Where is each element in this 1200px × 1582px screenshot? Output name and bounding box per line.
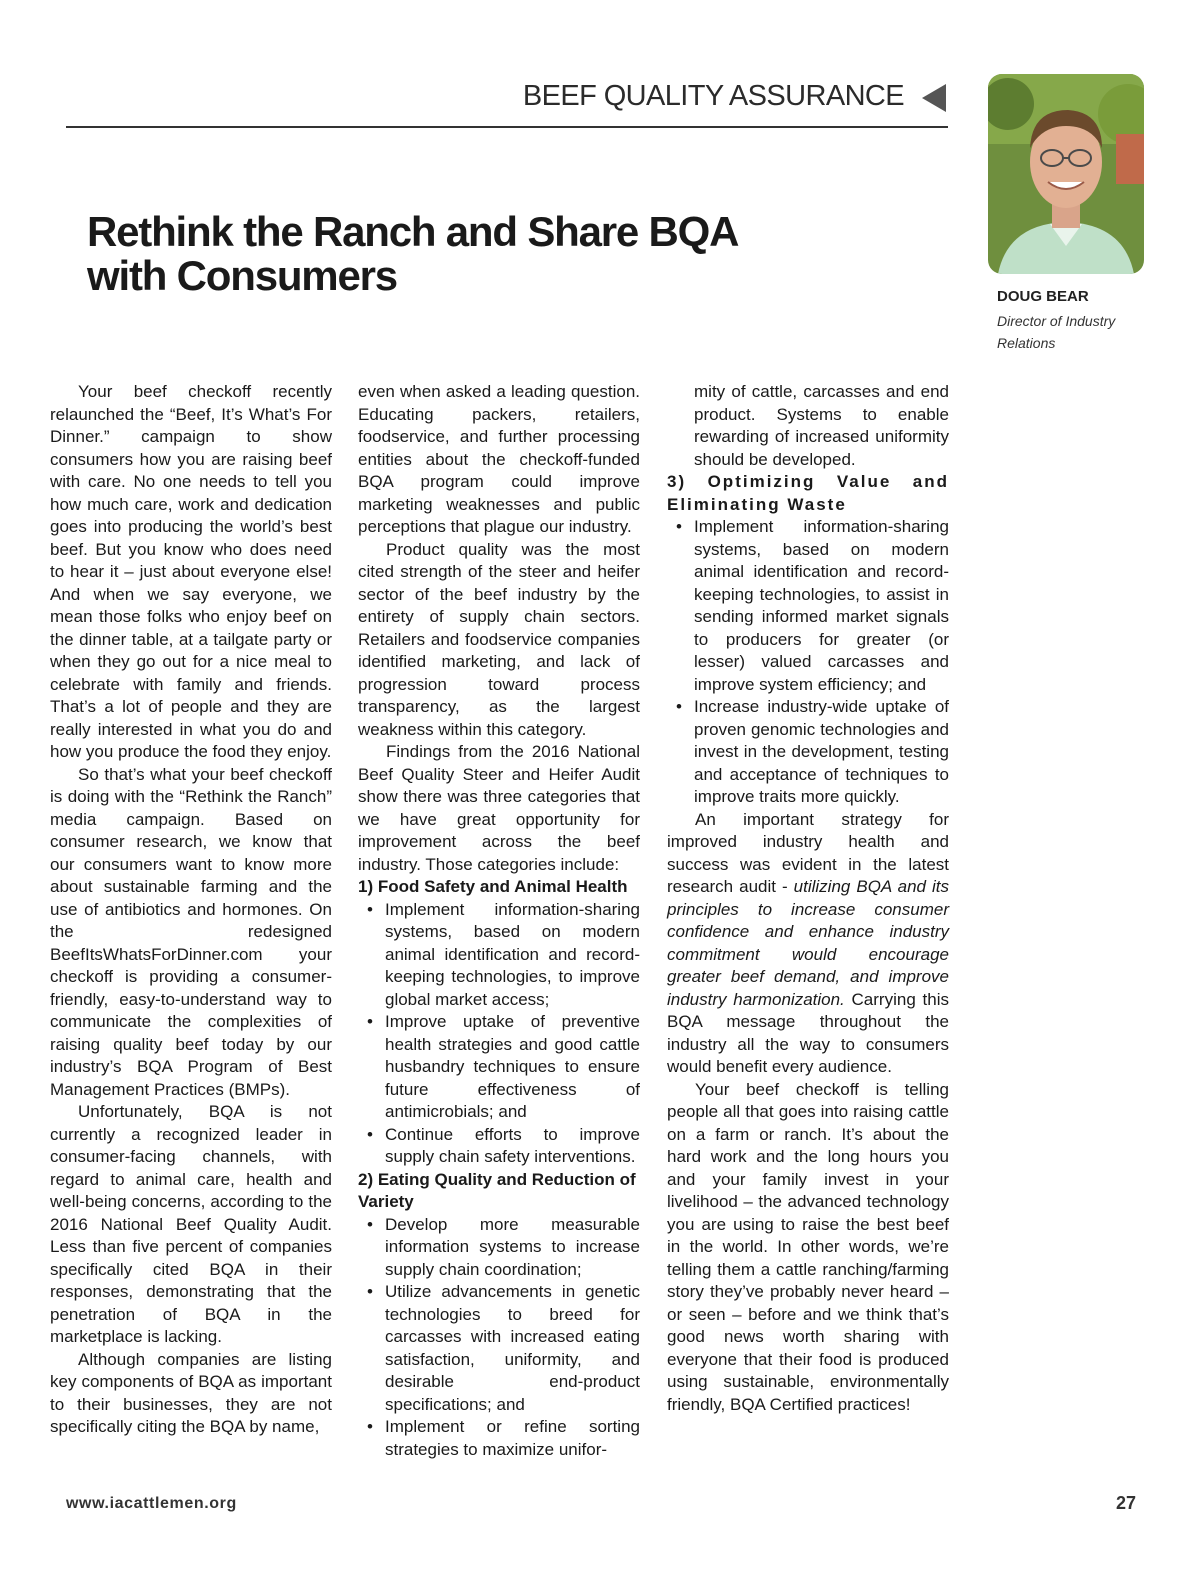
list-item: • Implement information-sharing systems, based on modern animal identification and record-keeping technologies, to improve global market access; [358,899,640,1012]
section-arrow-icon [922,84,946,112]
paragraph: Product quality was the most cited strength of the steer and heifer sector of the beef industry by the entirety of supply chain sectors. Retailers and foodservice companies identified marketing, and lack of progression toward process transparency, as the largest weakness within this category. [358,539,640,739]
bullet-list [358,1214,640,1462]
text-run: Carrying this BQA message throughout the industry all the way to consumers would benefit every audience. [667,989,949,1076]
paragraph: Your beef checkoff recently relaunched the “Beef, It’s What’s For Dinner.” campaign to show consumers how you are raising beef with care. No one needs to tell you how much care, work and dedication goes into producing the world’s best beef. But you know who does need to hear it – just about everyone else! And when we say everyone, we mean those folks who enjoy beef on the dinner table, at a tailgate party or when they go out for a nice meal to celebrate with family and friends. That’s a lot of people and they are really interested in what you do and how you produce the food they enjoy. [50,382,332,761]
list-item: • Increase industry-wide uptake of proven genomic technologies and invest in the development, testing and acceptance of techniques to improve traits more quickly. [667,696,949,809]
paragraph [667,809,949,1079]
list-item: • Develop more measurable information systems to increase supply chain coordination; [358,1214,640,1282]
section-header [66,78,948,128]
headline-line-2: with Consumers [87,252,397,299]
article-column-3 [667,381,949,1416]
list-item: • Utilize advancements in genetic technologies to breed for carcasses with increased eating satisfaction, uniformity, and desirable end-product specifications; and [358,1281,640,1416]
list-item: • Implement or refine sorting strategies to maximize unifor- [358,1416,640,1461]
author-title: Director of Industry Relations [997,313,1116,351]
list-item: • Improve uptake of preventive health strategies and good cattle husbandry techniques to ensure future effectiveness of antimicrobials; and [358,1011,640,1124]
author-name: DOUG BEAR [997,288,1089,305]
paragraph: Your beef checkoff is telling people all that goes into raising cattle on a farm or ranch. It’s about the hard work and the long hours you and your family invest in your livelihood – the advanced technology you are using to raise the best beef in the world. In other words, we’re telling them a cattle ranching/farming story they’ve probably never heard – or seen – before and we think that’s good news worth sharing with everyone that their food is produced using sustainable, environmentally friendly, BQA Certified practices! [667,1079,949,1414]
paragraph: So that’s what your beef checkoff is doing with the “Rethink the Ranch” media campaign. Based on consumer research, we know that our consumers want to know more about sustainable farming and the use of antibiotics and hormones. On the redesigned BeefItsWhatsForDinner.com your checkoff is providing a consumer-friendly, easy-to-understand way to communicate the complexities of raising quality beef today by our industry’s BQA Program of Best Management Practices (BMPs). [50,764,332,1099]
page-number: 27 [1115,1493,1136,1513]
bullet-list [667,516,949,809]
list-item: • Implement information-sharing systems, based on modern animal identification and record-keeping technologies, to assist in sending informed market signals to producers for greater (or lesser) valued carcasses and improve system efficiency; and [667,516,949,696]
paragraph: Findings from the 2016 National Beef Quality Steer and Heifer Audit show there was three categories that we have great opportunity for improvement across the beef industry. Those categories include: [358,742,640,874]
text-run: An important strategy for improved industry health and success was evident in the latest research audit - [667,809,949,896]
headline-line-1: Rethink the Ranch and Share BQA [87,208,739,255]
italic-quote: utilizing BQA and its principles to increase consumer confidence and enhance industry commitment would encourage greater beef demand, and improve industry harmonization. [667,877,949,1009]
author-photo [988,74,1144,274]
subheading-eating-quality: 2) Eating Quality and Reduction of Variety [358,1169,636,1211]
article-column-1 [50,381,332,1439]
bullet-list [358,899,640,1169]
subheading-food-safety: 1) Food Safety and Animal Health [358,877,628,896]
footer-url: www.iacattlemen.org [66,1495,237,1512]
list-item: • Continue efforts to improve supply chain safety interventions. [358,1124,640,1169]
article-headline [87,210,887,298]
subheading-optimizing-value: 3) Optimizing Value and Eliminating Waste [667,472,949,514]
paragraph: even when asked a leading question. Educating packers, retailers, foodservice, and further processing entities about the checkoff-funded BQA program could improve marketing weaknesses and public perceptions that plague our industry. [358,382,640,536]
article-column-2 [358,381,640,1461]
paragraph: Although companies are listing key components of BQA as important to their businesses, they are not specifically citing the BQA by name, [50,1349,332,1436]
section-title: BEEF QUALITY ASSURANCE [522,80,904,112]
list-item-continuation: mity of cattle, carcasses and end product. Systems to enable rewarding of increased uniformity should be developed. [694,382,949,469]
paragraph: Unfortunately, BQA is not currently a recognized leader in consumer-facing channels, with regard to animal care, health and well-being concerns, according to the 2016 National Beef Quality Audit. Less than five percent of companies specifically cited BQA in their responses, demonstrating that the penetration of BQA in the marketplace is lacking. [50,1102,332,1346]
